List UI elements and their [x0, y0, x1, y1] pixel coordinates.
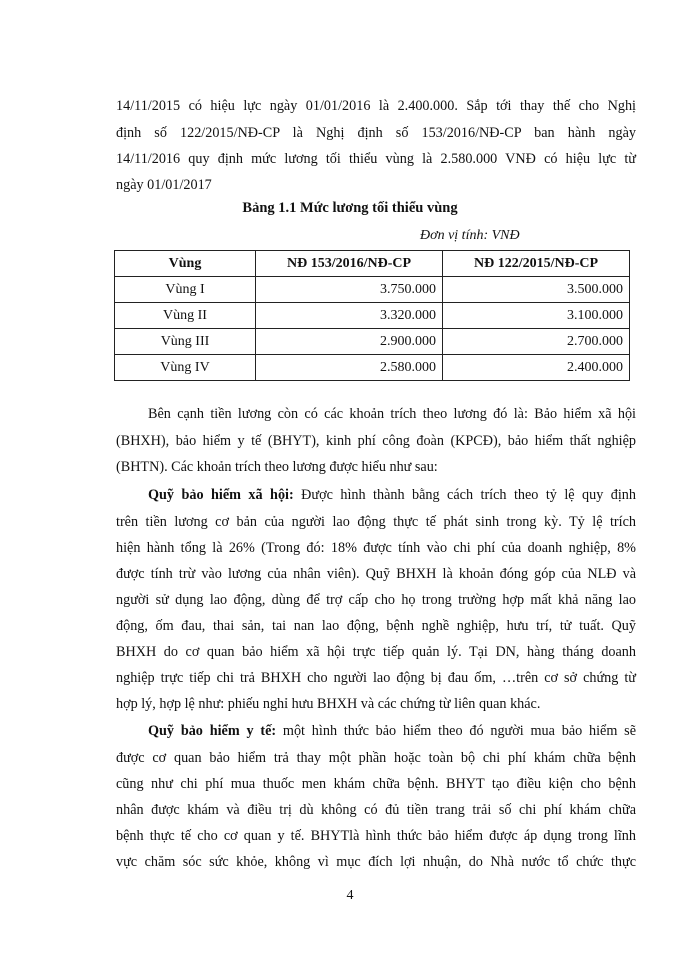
region-cell: Vùng II [115, 303, 256, 329]
nd122-cell: 2.700.000 [443, 329, 630, 355]
header-nd153: NĐ 153/2016/NĐ-CP [256, 251, 443, 277]
bhyt-line-6: vực chăm sóc sức khỏe, không vì mục đích lợi nhuận, do Nhà nước tổ chức thực [116, 854, 636, 870]
table-caption: Bảng 1.1 Mức lương tối thiểu vùng [242, 200, 458, 216]
table-row [115, 329, 630, 355]
bhxh-line-2: trên tiền lương cơ bản của người lao động thực tế phát sinh trong kỳ. Tỷ lệ trích [116, 514, 636, 530]
bhyt-first-rest: một hình thức bảo hiểm theo đó người mua bảo hiểm sẽ [276, 723, 637, 739]
region-cell: Vùng IV [115, 355, 256, 381]
header-region: Vùng [115, 251, 256, 277]
bhxh-line-1 [148, 486, 636, 504]
intro-line-3: 14/11/2016 quy định mức lương tối thiểu vùng là 2.580.000 VNĐ có hiệu lực từ [116, 151, 636, 167]
page-number: 4 [346, 888, 354, 903]
bhxh-term: Quỹ bảo hiểm xã hội: [148, 487, 294, 503]
bhxh-line-3: hiện hành tổng là 26% (Trong đó: 18% được tính vào chi phí của doanh nghiệp, 8% [116, 540, 636, 556]
bhyt-line-5: bệnh thực tế cho cơ quan y tế. BHYTlà hình thức bảo hiểm được áp dụng trong lĩnh [116, 828, 636, 844]
bhxh-line-4: được tính trừ vào lương của nhân viên). Quỹ BHXH là khoản đóng góp của NLĐ và [116, 566, 636, 582]
region-cell: Vùng III [115, 329, 256, 355]
intro-line-2: định số 122/2015/NĐ-CP là Nghị định số 153/2016/NĐ-CP ban hành ngày [116, 125, 636, 141]
bhyt-line-1 [148, 722, 636, 740]
header-nd122: NĐ 122/2015/NĐ-CP [443, 251, 630, 277]
deductions-line-1: Bên cạnh tiền lương còn có các khoản trích theo lương đó là: Bảo hiểm xã hội [148, 406, 636, 422]
bhxh-line-8: nghiệp trực tiếp chi trả BHXH cho người lao động bị đau ốm, …trên cơ sở chứng từ [116, 670, 636, 686]
table-header-row [115, 251, 630, 277]
nd153-cell: 3.750.000 [256, 277, 443, 303]
minimum-wage-table [114, 250, 630, 381]
bhxh-first-rest: Được hình thành bằng cách trích theo tỷ lệ quy định [293, 487, 636, 503]
table-row [115, 303, 630, 329]
table-unit: Đơn vị tính: VNĐ [420, 228, 520, 243]
region-cell: Vùng I [115, 277, 256, 303]
nd153-cell: 2.580.000 [256, 355, 443, 381]
bhxh-line-7: BHXH do cơ quan bảo hiểm xã hội trực tiếp quản lý. Tại DN, hàng tháng doanh [116, 644, 636, 660]
table-row [115, 355, 630, 381]
bhxh-line-9: hợp lý, hợp lệ như: phiếu nghỉ hưu BHXH và các chứng từ liên quan khác. [116, 696, 541, 712]
nd122-cell: 3.500.000 [443, 277, 630, 303]
bhxh-line-5: người sử dụng lao động, dùng để trợ cấp cho họ trong trường hợp mất khả năng lao [116, 592, 636, 608]
nd153-cell: 2.900.000 [256, 329, 443, 355]
bhyt-line-3: cũng như chi phí mua thuốc men khám chữa bệnh. BHYT tạo điều kiện cho bệnh [116, 776, 636, 792]
bhyt-line-2: được cơ quan bảo hiểm trả thay một phần hoặc toàn bộ chi phí khám chữa bệnh [116, 750, 636, 766]
nd122-cell: 3.100.000 [443, 303, 630, 329]
nd153-cell: 3.320.000 [256, 303, 443, 329]
bhxh-line-6: động, ốm đau, thai sản, tai nan lao động, bệnh nghề nghiệp, hưu trí, tử tuất. Quỹ [116, 618, 636, 634]
intro-line-4: ngày 01/01/2017 [116, 177, 212, 193]
nd122-cell: 2.400.000 [443, 355, 630, 381]
deductions-line-3: (BHTN). Các khoản trích theo lương được hiểu như sau: [116, 459, 438, 475]
deductions-line-2: (BHXH), bảo hiểm y tế (BHYT), kinh phí công đoàn (KPCĐ), bảo hiểm thất nghiệp [116, 433, 636, 449]
intro-line-1: 14/11/2015 có hiệu lực ngày 01/01/2016 là 2.400.000. Sắp tới thay thế cho Nghị [116, 98, 636, 114]
bhyt-term: Quỹ bảo hiểm y tế: [148, 723, 277, 739]
bhyt-line-4: nhân được khám và điều trị dù không có đủ tiền trang trải số chi phí khám chữa [116, 802, 636, 818]
table-row [115, 277, 630, 303]
